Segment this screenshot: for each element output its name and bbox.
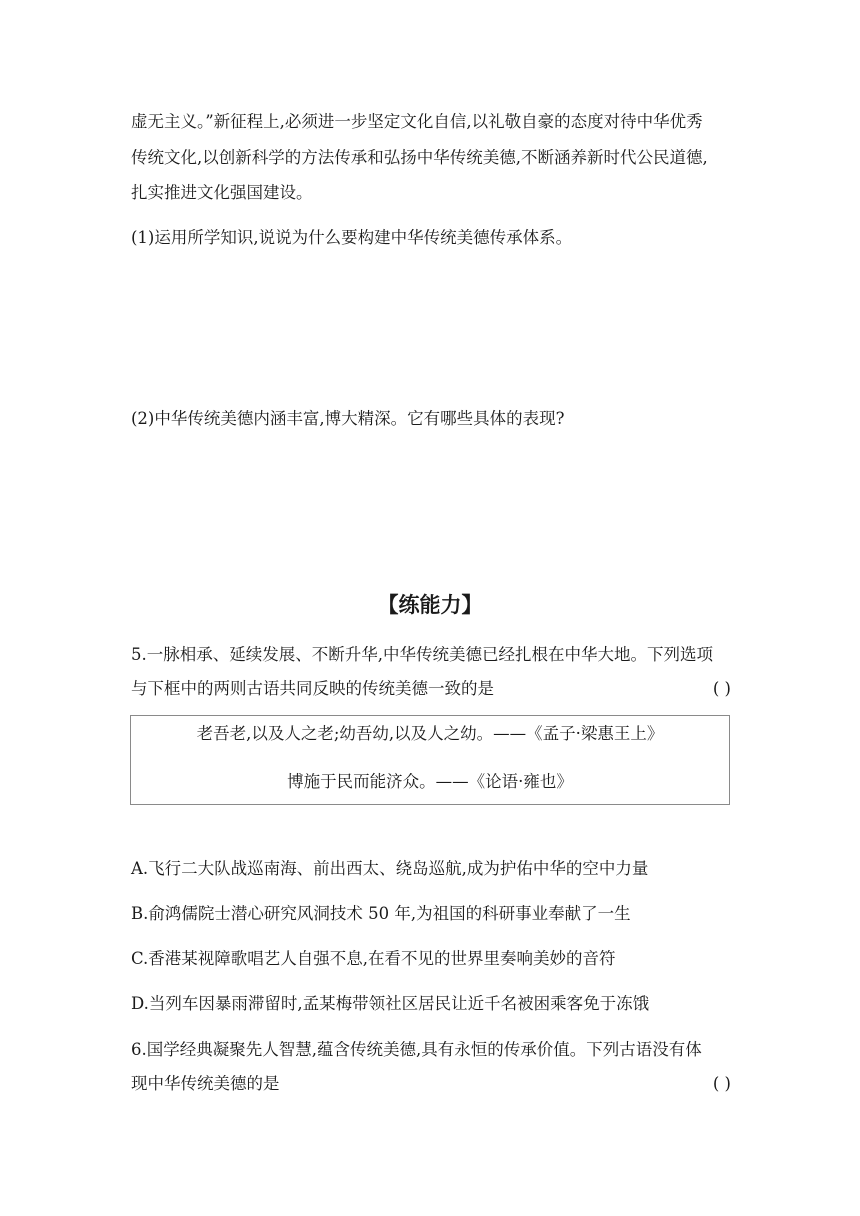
question-6-line-2-row	[131, 1073, 731, 1095]
question-5-line-1: 5.一脉相承、延续发展、不断升华,中华传统美德已经扎根在中华大地。下列选项	[131, 645, 713, 664]
question-6-line-2: 现中华传统美德的是	[131, 1074, 280, 1093]
question-5-answer-paren: ( )	[712, 679, 731, 698]
quote-box	[130, 715, 730, 805]
passage-line-1: 虚无主义。”新征程上,必须进一步坚定文化自信,以礼敬自豪的态度对待中华优秀	[131, 112, 703, 131]
question-4-sub-1: (1)运用所学知识,说说为什么要构建中华传统美德传承体系。	[131, 228, 573, 247]
passage-line-3: 扎实推进文化强国建设。	[131, 183, 313, 202]
question-4-sub-2: (2)中华传统美德内涵丰富,博大精深。它有哪些具体的表现?	[131, 409, 565, 428]
question-5-line-2: 与下框中的两则古语共同反映的传统美德一致的是	[131, 679, 494, 698]
quote-line-1: 老吾老,以及人之老;幼吾幼,以及人之幼。——《孟子·梁惠王上》	[196, 724, 664, 743]
question-6-answer-paren: ( )	[712, 1074, 731, 1093]
question-5-line-2-row	[131, 678, 731, 700]
quote-line-2: 博施于民而能济众。——《论语·雍也》	[287, 772, 573, 791]
option-a: A.飞行二大队战巡南海、前出西太、绕岛巡航,成为护佑中华的空中力量	[131, 859, 649, 878]
section-heading: 【练能力】	[377, 592, 483, 617]
option-d: D.当列车因暴雨滞留时,孟某梅带领社区居民让近千名被困乘客免于冻饿	[131, 994, 650, 1013]
option-b: B.俞鸿儒院士潜心研究风洞技术 50 年,为祖国的科研事业奉献了一生	[131, 904, 631, 923]
question-6-line-1: 6.国学经典凝聚先人智慧,蕴含传统美德,具有永恒的传承价值。下列古语没有体	[131, 1040, 702, 1059]
passage-line-2: 传统文化,以创新科学的方法传承和弘扬中华传统美德,不断涵养新时代公民道德,	[131, 148, 708, 167]
option-c: C.香港某视障歌唱艺人自强不息,在看不见的世界里奏响美妙的音符	[131, 949, 616, 968]
